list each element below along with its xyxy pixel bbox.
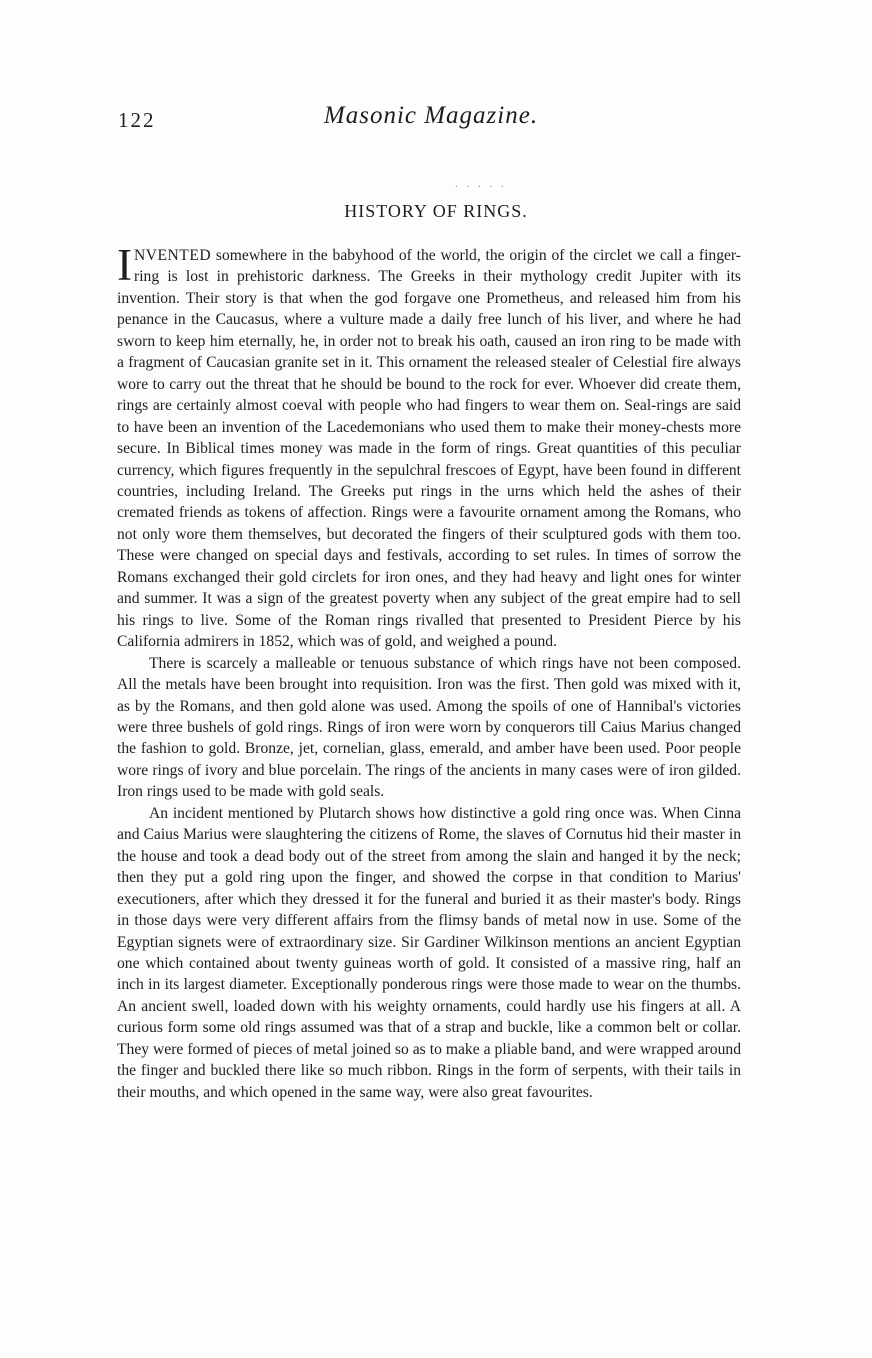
page-number: 122 [118,108,156,132]
paragraph-2: There is scarcely a malleable or tenuous substance of which rings have not been composed. All the metals have been brought into requisition. Iron was the first. Then gold was mixed with it, as by the Romans, and then gold alone was used. Among the spoils of one of Hannibal's victories were three bushels of gold rings. Rings of iron were worn by conquerors till Caius Marius changed the fashion to gold. Bronze, jet, cornelian, glass, emerald, and amber have been used. Poor people wore rings of ivory and blue porcelain. The rings of the ancients in many cases were of iron gilded. Iron rings used to be made with gold seals. [117,654,741,801]
paragraph-1 [117,240,741,653]
drop-cap: I [117,240,132,290]
article-body [117,240,741,1103]
magazine-title: Masonic Magazine. [323,102,539,129]
decorative-dots: . . . . . [455,178,507,190]
opening-caps: NVENTED [134,247,212,264]
article-title: HISTORY OF RINGS. [344,201,528,221]
running-head [118,102,744,136]
paragraph-1-text: somewhere in the babyhood of the world, the origin of the circlet we call a finger-ring is lost in prehistoric darkness. The Greeks in their mythology credit Jupiter with its invention. Their story is that when the god forgave one Prometheus, and released him from his penance in the Caucasus, where a vulture made a daily free lunch of his liver, and where he had sworn to keep him eternally, he, in order not to break his oath, caused an iron ring to be made with a fragment of Caucasian granite set in it. This ornament the released stealer of Celestial fire always wore to carry out the threat that he should be bound to the rock for ever. Whoever did create them, rings are certainly almost coeval with people who had fingers to wear them on. Seal-rings are said to have been an invention of the Lacedemonians who used them to make their money-chests more secure. In Biblical times money was made in the form of rings. Great quantities of this peculiar currency, which figures frequently in the sepulchral frescoes of Egypt, have been found in different countries, including Ireland. The Greeks put rings in the urns which held the ashes of their cremated friends as tokens of affection. Rings were a favourite ornament among the Romans, who not only wore them themselves, but decorated the fingers of their sculptured gods with them too. These were changed on special days and festivals, according to set rules. In times of sorrow the Romans exchanged their gold circlets for iron ones, and they had heavy and light ones for winter and summer. It was a sign of the greatest poverty when any subject of the great empire had to sell his rings to live. Some of the Roman rings rivalled that presented to President Pierce by his California admirers in 1852, which was of gold, and weighed a pound. [117,247,741,651]
paragraph-3: An incident mentioned by Plutarch shows how distinctive a gold ring once was. When Cinna and Caius Marius were slaughtering the citizens of Rome, the slaves of Cornutus hid their master in the house and took a dead body out of the street from among the slain and hanged it by the neck; then they put a gold ring upon the finger, and showed the corpse in that condition to Marius' executioners, after which they dressed it for the funeral and buried it as their master's body. Rings in those days were very different affairs from the flimsy bands of metal now in use. Some of the Egyptian signets were of extraordinary size. Sir Gardiner Wilkinson mentions an ancient Egyptian one which contained about twenty guineas worth of gold. It consisted of a massive ring, half an inch in its largest diameter. Exceptionally ponderous rings were those made to wear on the thumbs. An ancient swell, loaded down with his weighty ornaments, could hardly use his fingers at all. A curious form some old rings assumed was that of a strap and buckle, like a common belt or collar. They were formed of pieces of metal joined so as to make a pliable band, and were wrapped around the finger and buckled there like so much ribbon. Rings in the form of serpents, with their tails in their mouths, and which opened in the same way, were also great favourites. [117,804,741,1101]
